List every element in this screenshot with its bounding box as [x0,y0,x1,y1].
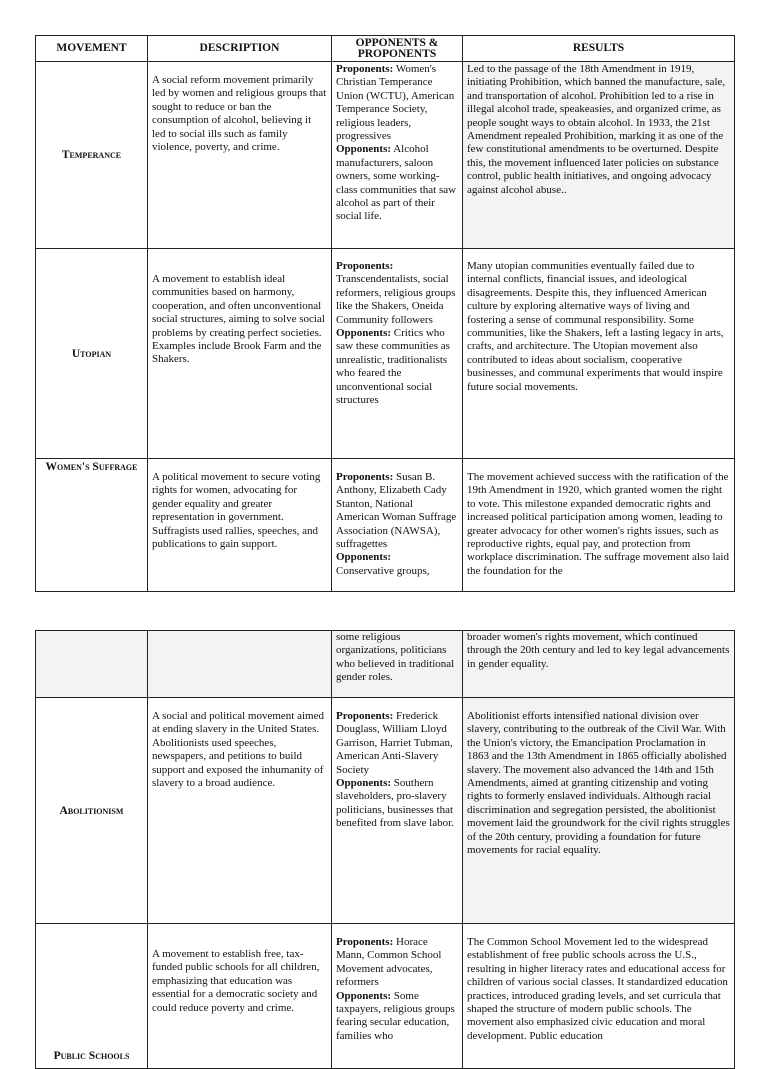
movement-results: The movement achieved success with the ratification of the 19th Amendment in 1920, which granted women the right to vote. This milestone expanded democratic rights and increased political participation among women, leading to greater advocacy for other women's rights issues, such as reproductive rights, equal pay, and protection from workplace discrimination. The suffrage movement also laid the foundation for the [463,459,735,592]
opponents-text: Alcohol manufacturers, saloon owners, some working-class communities that saw alcohol as part of their social life. [336,143,457,223]
table-row [36,924,735,1069]
proponents-text: Susan B. Anthony, Elizabeth Cady Stanton, National American Woman Suffrage Association (NAWSA), suffragettes [336,471,457,551]
header-movement: MOVEMENT [36,36,148,62]
movement-results: Abolitionist efforts intensified national division over slavery, contributing to the outbreak of the Civil War. With the Union's victory, the Emancipation Proclamation in 1863 and the 13th Amendment in 1865 officially abolished slavery. The movement also advanced the 14th and 15th Amendments, aimed at granting citizenship and voting rights to formerly enslaved individuals. Although racial discrimination and segregation persisted, the abolitionist movement laid the groundwork for the civil rights struggles of the 20th century, providing a foundation for future movements for racial equality. [463,698,735,924]
document-page-2 [35,630,734,1062]
proponents-label: Proponents: [336,710,394,722]
opponents-label: Opponents: [336,327,392,340]
proponents-text: Frederick Douglass, William Lloyd Garrison, Harriet Tubman, American Anti-Slavery Society [336,710,453,776]
table-row-continuation [36,631,735,698]
table-row [36,249,735,459]
proponents-text: Horace Mann, Common School Movement advocates, reformers [336,936,442,989]
movements-table [35,35,735,592]
opponents-proponents-cell [332,249,463,459]
opponents-proponents-cell [332,62,463,249]
opponents-label: Opponents: [336,551,392,564]
results-text-continued: broader women's rights movement, which continued through the 20th century and led to key legal advancements in gender equality. [463,631,735,698]
movement-results: Many utopian communities eventually failed due to internal conflicts, financial issues, and ideological disagreements. Despite this, they influenced American culture by exploring alternative ways of living and fostering a sense of communal responsibility. Some communities, like the Shakers, left a lasting legacy in arts, crafts, and architecture. The Utopian movement also contributed to ideas about socialism, cooperative businesses, and communal experiments that would inspire future social movements. [463,249,735,459]
movement-description: A political movement to secure voting rights for women, advocating for gender equality and greater representation in government. Suffragists used rallies, speeches, and publications to gain support. [148,459,332,592]
movement-description-empty [148,631,332,698]
movement-description: A social reform movement primarily led by women and religious groups that sought to reduce or ban the consumption of alcohol, believing it led to social ills such as family violence, poverty, and crime. [148,62,332,249]
movement-description: A movement to establish free, tax-funded public schools for all children, emphasizing that education was essential for a democratic society and could reduce poverty and crime. [148,924,332,1069]
movements-table-continued [35,630,735,1069]
opponents-label: Opponents: [336,777,392,790]
movement-results: The Common School Movement led to the widespread establishment of free public schools across the U.S., resulting in higher literacy rates and educational access for children of various social classes. It standardized education practices, introduced grading levels, and set curricula that shaped the structure of modern public schools. The movement also emphasized civic education and moral development. Public education [463,924,735,1069]
proponents-label: Proponents: [336,936,394,948]
movement-name: Public Schools [36,924,148,1069]
movement-name: Abolitionism [36,698,148,924]
proponents-label: Proponents: [336,63,394,75]
opponents-text: Conservative groups, [336,564,430,577]
document-page-1 [35,35,734,577]
movement-name: Temperance [36,62,148,249]
opponents-proponents-cell [332,698,463,924]
movement-description: A movement to establish ideal communities based on harmony, cooperation, and often unconventional social structures, aiming to solve social problems by creating perfect societies. Examples include Brook Farm and the Shakers. [148,249,332,459]
movement-description: A social and political movement aimed at ending slavery in the United States. Abolitionists used speeches, newspapers, and petitions to build support and exposed the inhumanity of slavery to a broad audience. [148,698,332,924]
proponents-label: Proponents: [336,260,394,272]
opponents-text: Southern slaveholders, pro-slavery politicians, businesses that benefited from slave labor. [336,777,454,830]
opponents-text-continued: some religious organizations, politicians who believed in traditional gender roles. [332,631,463,698]
table-header-row [36,36,735,62]
opponents-proponents-cell [332,459,463,592]
movement-name-empty [36,631,148,698]
header-description: DESCRIPTION [148,36,332,62]
movement-results: Led to the passage of the 18th Amendment in 1919, initiating Prohibition, which banned the manufacture, sale, and transportation of alcohol. Prohibition led to a rise in illegal alcohol trade, speakeasies, and organized crime, as people sought ways to obtain alcohol. In 1933, the 21st Amendment repealed Prohibition, marking it as one of the few constitutional amendments to be overturned. Despite this, the movement influenced later policies on substance control, public health initiatives, and ongoing advocacy against alcohol abuse.. [463,62,735,249]
opponents-text: Some taxpayers, religious groups fearing secular education, families who [336,989,455,1042]
proponents-label: Proponents: [336,471,394,483]
movement-name: Utopian [36,249,148,459]
table-row [36,62,735,249]
proponents-text: Women's Christian Temperance Union (WCTU), American Temperance Society, religious leaders, progressives [336,63,455,143]
opponents-label: Opponents: [336,989,392,1002]
opponents-proponents-cell [332,924,463,1069]
movement-name: Women's Suffrage [36,459,148,592]
table-row [36,698,735,924]
header-results: RESULTS [463,36,735,62]
proponents-text: Transcendentalists, social reformers, religious groups like the Shakers, Oneida Community followers [336,273,456,326]
header-opponents-proponents: OPPONENTS & PROPONENTS [332,36,463,62]
opponents-label: Opponents: [336,143,392,156]
table-row [36,459,735,592]
opponents-text: Critics who saw these communities as unrealistic, traditionalists who feared the unconventional social structures [336,327,450,407]
